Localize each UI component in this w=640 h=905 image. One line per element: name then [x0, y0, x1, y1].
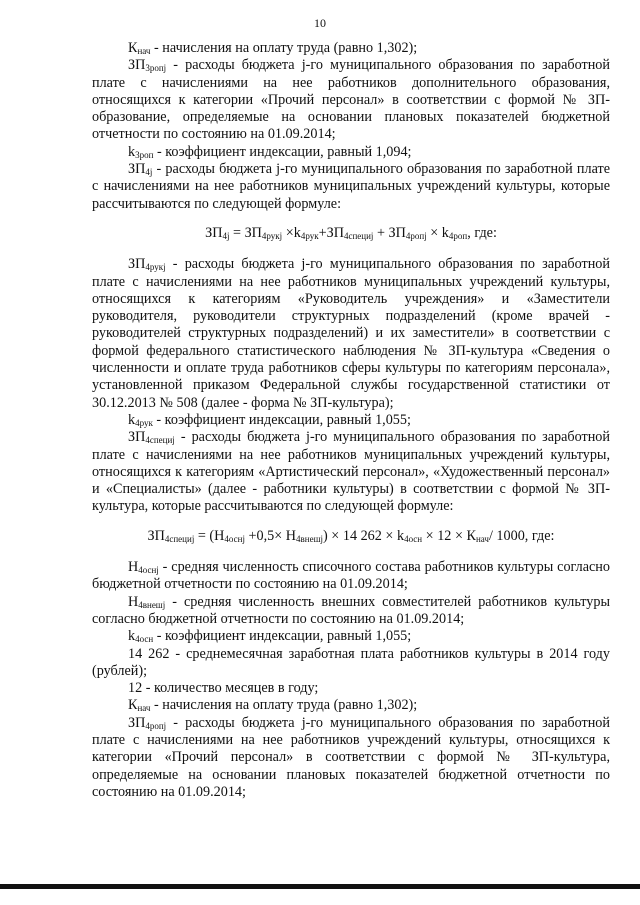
- paragraph-zp4rukj: [92, 256, 610, 412]
- text-run: × 12 × К: [422, 527, 476, 544]
- text-run: - коэффициент индексации, равный 1,055;: [153, 628, 412, 645]
- text-run: × k: [426, 224, 449, 241]
- text-run: = (Н: [194, 527, 225, 544]
- subscript: 4роп: [448, 230, 468, 241]
- text-run: +ЗП: [318, 224, 344, 241]
- text-run: ЗП: [128, 429, 146, 446]
- text-run: + ЗП: [373, 224, 406, 241]
- text-run: - средняя численность списочного состава работников культуры согласно бюджетной отчетности по состоянию на 01.09.2014;: [92, 559, 610, 593]
- subscript: 4рукj: [145, 262, 166, 273]
- paragraph-zp4specj: [92, 429, 610, 515]
- paragraph-k3rop: [92, 144, 610, 161]
- subscript: 4рук: [135, 417, 153, 428]
- page-number: 10: [314, 16, 326, 30]
- text-run: - начисления на оплату труда (равно 1,302);: [150, 697, 418, 714]
- subscript: 4специj: [145, 435, 175, 446]
- paragraph-k4ruk: [92, 412, 610, 429]
- paragraph-k4osn: [92, 628, 610, 645]
- subscript: нач: [475, 533, 489, 544]
- text-run: К: [128, 697, 138, 714]
- text-run: ЗП: [128, 161, 146, 178]
- document-body: [92, 40, 610, 801]
- subscript: 4специj: [164, 533, 195, 544]
- subscript: 4рук: [300, 230, 319, 241]
- subscript: 4рукj: [261, 230, 283, 241]
- text-run: ЗП: [147, 527, 165, 544]
- text-run: Н: [128, 559, 139, 576]
- paragraph-avg-salary: [92, 646, 610, 681]
- formula-zp4j: [92, 225, 610, 242]
- text-run: ×k: [282, 224, 301, 241]
- text-run: - расходы бюджета j-го муниципального образования по заработной плате с начислениями на нее работников учреждений культуры, относящихся к категории «Прочий персонал» в соответствии с формой № ЗП-культура, определяемые на основании плановых показателей бюджетной отчетности по состоянию на 01.09.2014;: [92, 714, 610, 800]
- subscript: 4ропj: [405, 230, 427, 241]
- paragraph-zp4j: [92, 161, 610, 213]
- text-run: k: [128, 628, 136, 645]
- bottom-rule: [0, 884, 640, 889]
- subscript: 4j: [222, 230, 230, 241]
- text-run: ЗП: [205, 224, 223, 241]
- text-run: - расходы бюджета j-го муниципального образования по заработной плате с начислениями на нее работников муниципальных учреждений культуры, которые рассчитываются по следующей формуле:: [92, 161, 610, 212]
- text-run: 14 262 - среднемесячная заработная плата работников культуры в 2014 году (рублей);: [92, 645, 610, 679]
- text-run: - начисления на оплату труда (равно 1,302);: [150, 40, 418, 56]
- text-run: К: [128, 40, 138, 56]
- text-run: k: [128, 143, 136, 160]
- subscript: 4оснj: [138, 565, 159, 576]
- text-run: 12 - количество месяцев в году;: [128, 680, 319, 697]
- subscript: 4внешj: [138, 599, 166, 610]
- subscript: 4осн: [135, 634, 154, 645]
- text-run: ЗП: [128, 714, 146, 731]
- subscript: 3ропj: [145, 63, 167, 74]
- text-run: - расходы бюджета j-го муниципального образования по заработной плате с начислениями на нее работников дополнительного образования, относящихся к категории «Прочий персонал» в соответствии с формой № ЗП-образование, определяемые на основании плановых показателей бюджетной отчетности по состоянию на 01.09.2014;: [92, 57, 610, 143]
- subscript: 4оснj: [224, 533, 245, 544]
- text-run: - расходы бюджета j-го муниципального образования по заработной плате с начислениями на нее работников муниципальных учреждений культуры, относящихся к категориям «Руководитель учреждения» и «Заместители руководителя, руководители структурных подразделений (кроме врачей - руководителей структурных подразделений) и их заместители» в соответствии с формой федерального статистического наблюдения № ЗП-культура «Сведения о численности и оплате труда работников сферы культуры по категориям персонала», установленной приказом Федеральной службы государственной статистики от 30.12.2013 № 508 (далее - форма № ЗП-культура);: [92, 256, 610, 411]
- paragraph-zp3ropj: [92, 57, 610, 143]
- text-run: - расходы бюджета j-го муниципального образования по заработной плате с начислениями на нее работников муниципальных учреждений культуры, относящихся к категориям «Артистический персонал», «Художественный персонал» и «Специалисты» (далее - работники культуры) в соответствии с формой № ЗП-культура, которые рассчитываются по следующей формуле:: [92, 429, 610, 515]
- paragraph-knach: [92, 40, 610, 57]
- text-run: ) × 14 262 × k: [323, 527, 405, 544]
- text-run: ЗП: [128, 256, 146, 273]
- text-run: Н: [128, 593, 139, 610]
- subscript: нач: [137, 703, 151, 714]
- text-run: = ЗП: [229, 224, 262, 241]
- paragraph-months: [92, 680, 610, 697]
- text-run: - коэффициент индексации, равный 1,094;: [153, 143, 412, 160]
- text-run: / 1000, где:: [488, 527, 555, 544]
- paragraph-n4osnj: [92, 559, 610, 594]
- subscript: 4j: [145, 167, 153, 178]
- subscript: нач: [137, 46, 151, 56]
- text-run: - средняя численность внешних совместителей работников культуры согласно бюджетной отчетности по состоянию на 01.09.2014;: [92, 593, 610, 627]
- paragraph-zp4ropj: [92, 715, 610, 801]
- subscript: 4осн: [404, 533, 423, 544]
- subscript: 4специj: [343, 230, 374, 241]
- formula-zp4specj: [92, 528, 610, 545]
- subscript: 4внешj: [296, 533, 324, 544]
- paragraph-n4vneshj: [92, 594, 610, 629]
- text-run: +0,5× Н: [244, 527, 297, 544]
- text-run: , где:: [467, 224, 497, 241]
- text-run: k: [128, 411, 136, 428]
- text-run: - коэффициент индексации, равный 1,055;: [152, 411, 411, 428]
- paragraph-knach-2: [92, 697, 610, 714]
- subscript: 4ропj: [145, 720, 167, 731]
- text-run: ЗП: [128, 57, 146, 74]
- subscript: 3роп: [135, 149, 154, 160]
